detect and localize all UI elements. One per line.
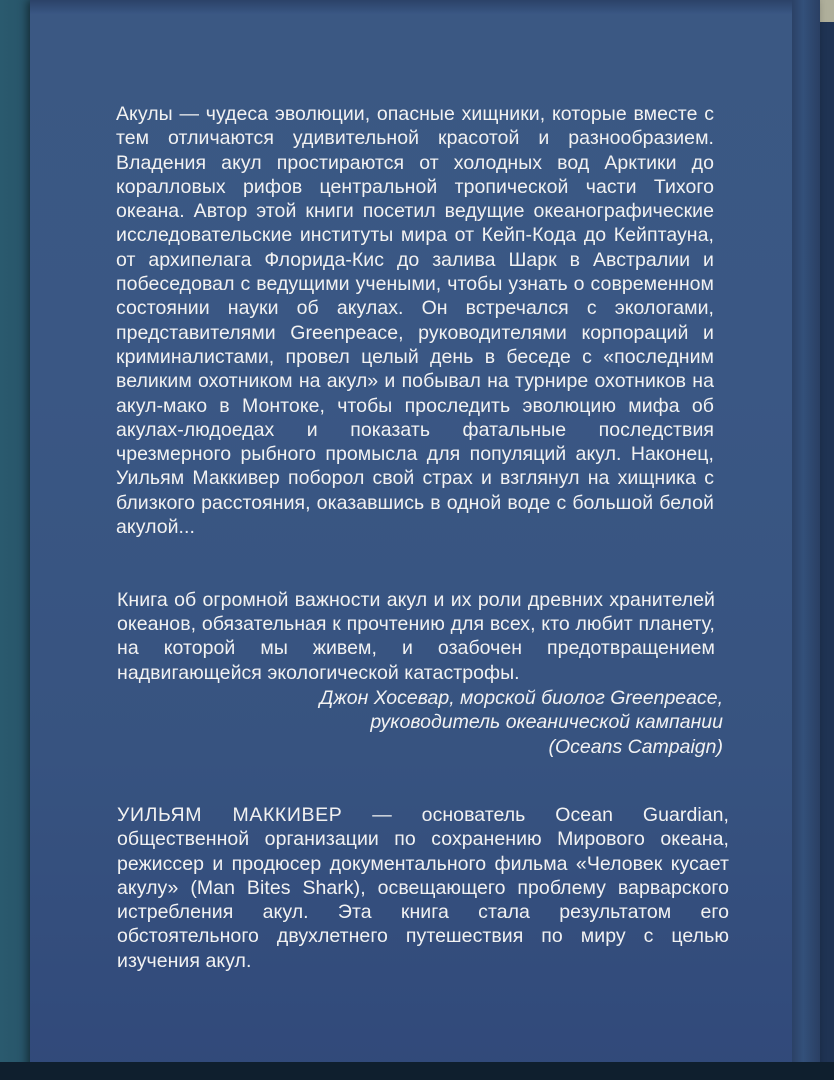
quote-attribution-line: (Oceans Campaign) xyxy=(548,735,723,758)
book-edge xyxy=(792,0,820,1080)
author-name: УИЛЬЯМ МАККИВЕР xyxy=(117,804,343,826)
book-top-edge xyxy=(30,0,820,14)
quote-attribution-line: руководитель океанической кампании xyxy=(370,711,723,734)
author-bio xyxy=(117,803,729,973)
book-description: Акулы — чудеса эволюции, опасные хищники, которые вместе с тем отличаются удивительной красотой и разнообразием. Владения акул простираются от холодных вод Арктики до коралловых рифов центральной тропической части Тихого океана. Автор этой книги посетил ведущие океанографические исследовательские институты мира от Кейп-Кода до Кейптауна, от архипелага Флорида-Кис до залива Шарк в Австралии и побеседовал с ведущими учеными, чтобы узнать о современном состоянии науки об акулах. Он встречался с экологами, представителями Greenpeace, руководителями корпораций и криминалистами, провел целый день в беседе с «последним великим охотником на акул» и побывал на турнире охотников на акул-мако в Монтоке, чтобы проследить эволюцию мифа об акулах-людоедах и показать фатальные последствия чрезмерного рыбного промысла для популяций акул. Наконец, Уильям Маккивер поборол свой страх и взглянул на хищника с близкого расстояния, оказавшись в одной воде с большой белой акулой... xyxy=(116,103,714,539)
bottom-shadow xyxy=(0,1062,834,1080)
quote-attribution-line: Джон Хосевар, морской биолог Greenpeace, xyxy=(319,687,723,709)
quote-text: Книга об огромной важности акул и их роли древних хранителей океанов, обязательная к прочтению для всех, кто любит планету, на которой мы живем, и озабочен предотвращением надвигающейся экологической катастрофы. xyxy=(117,589,715,684)
author-bio-text: — основатель Ocean Guardian, общественной организации по сохранению Мирового океана, режиссер и продюсер документального фильма «Человек кусает акулу» (Man Bites Shark), освещающего проблему варварского истребления акул. Эта книга стала результатом его обстоятельного двухлетнего путешествия по миру с целью изучения акул. xyxy=(117,804,729,972)
quote-attribution xyxy=(300,686,723,759)
